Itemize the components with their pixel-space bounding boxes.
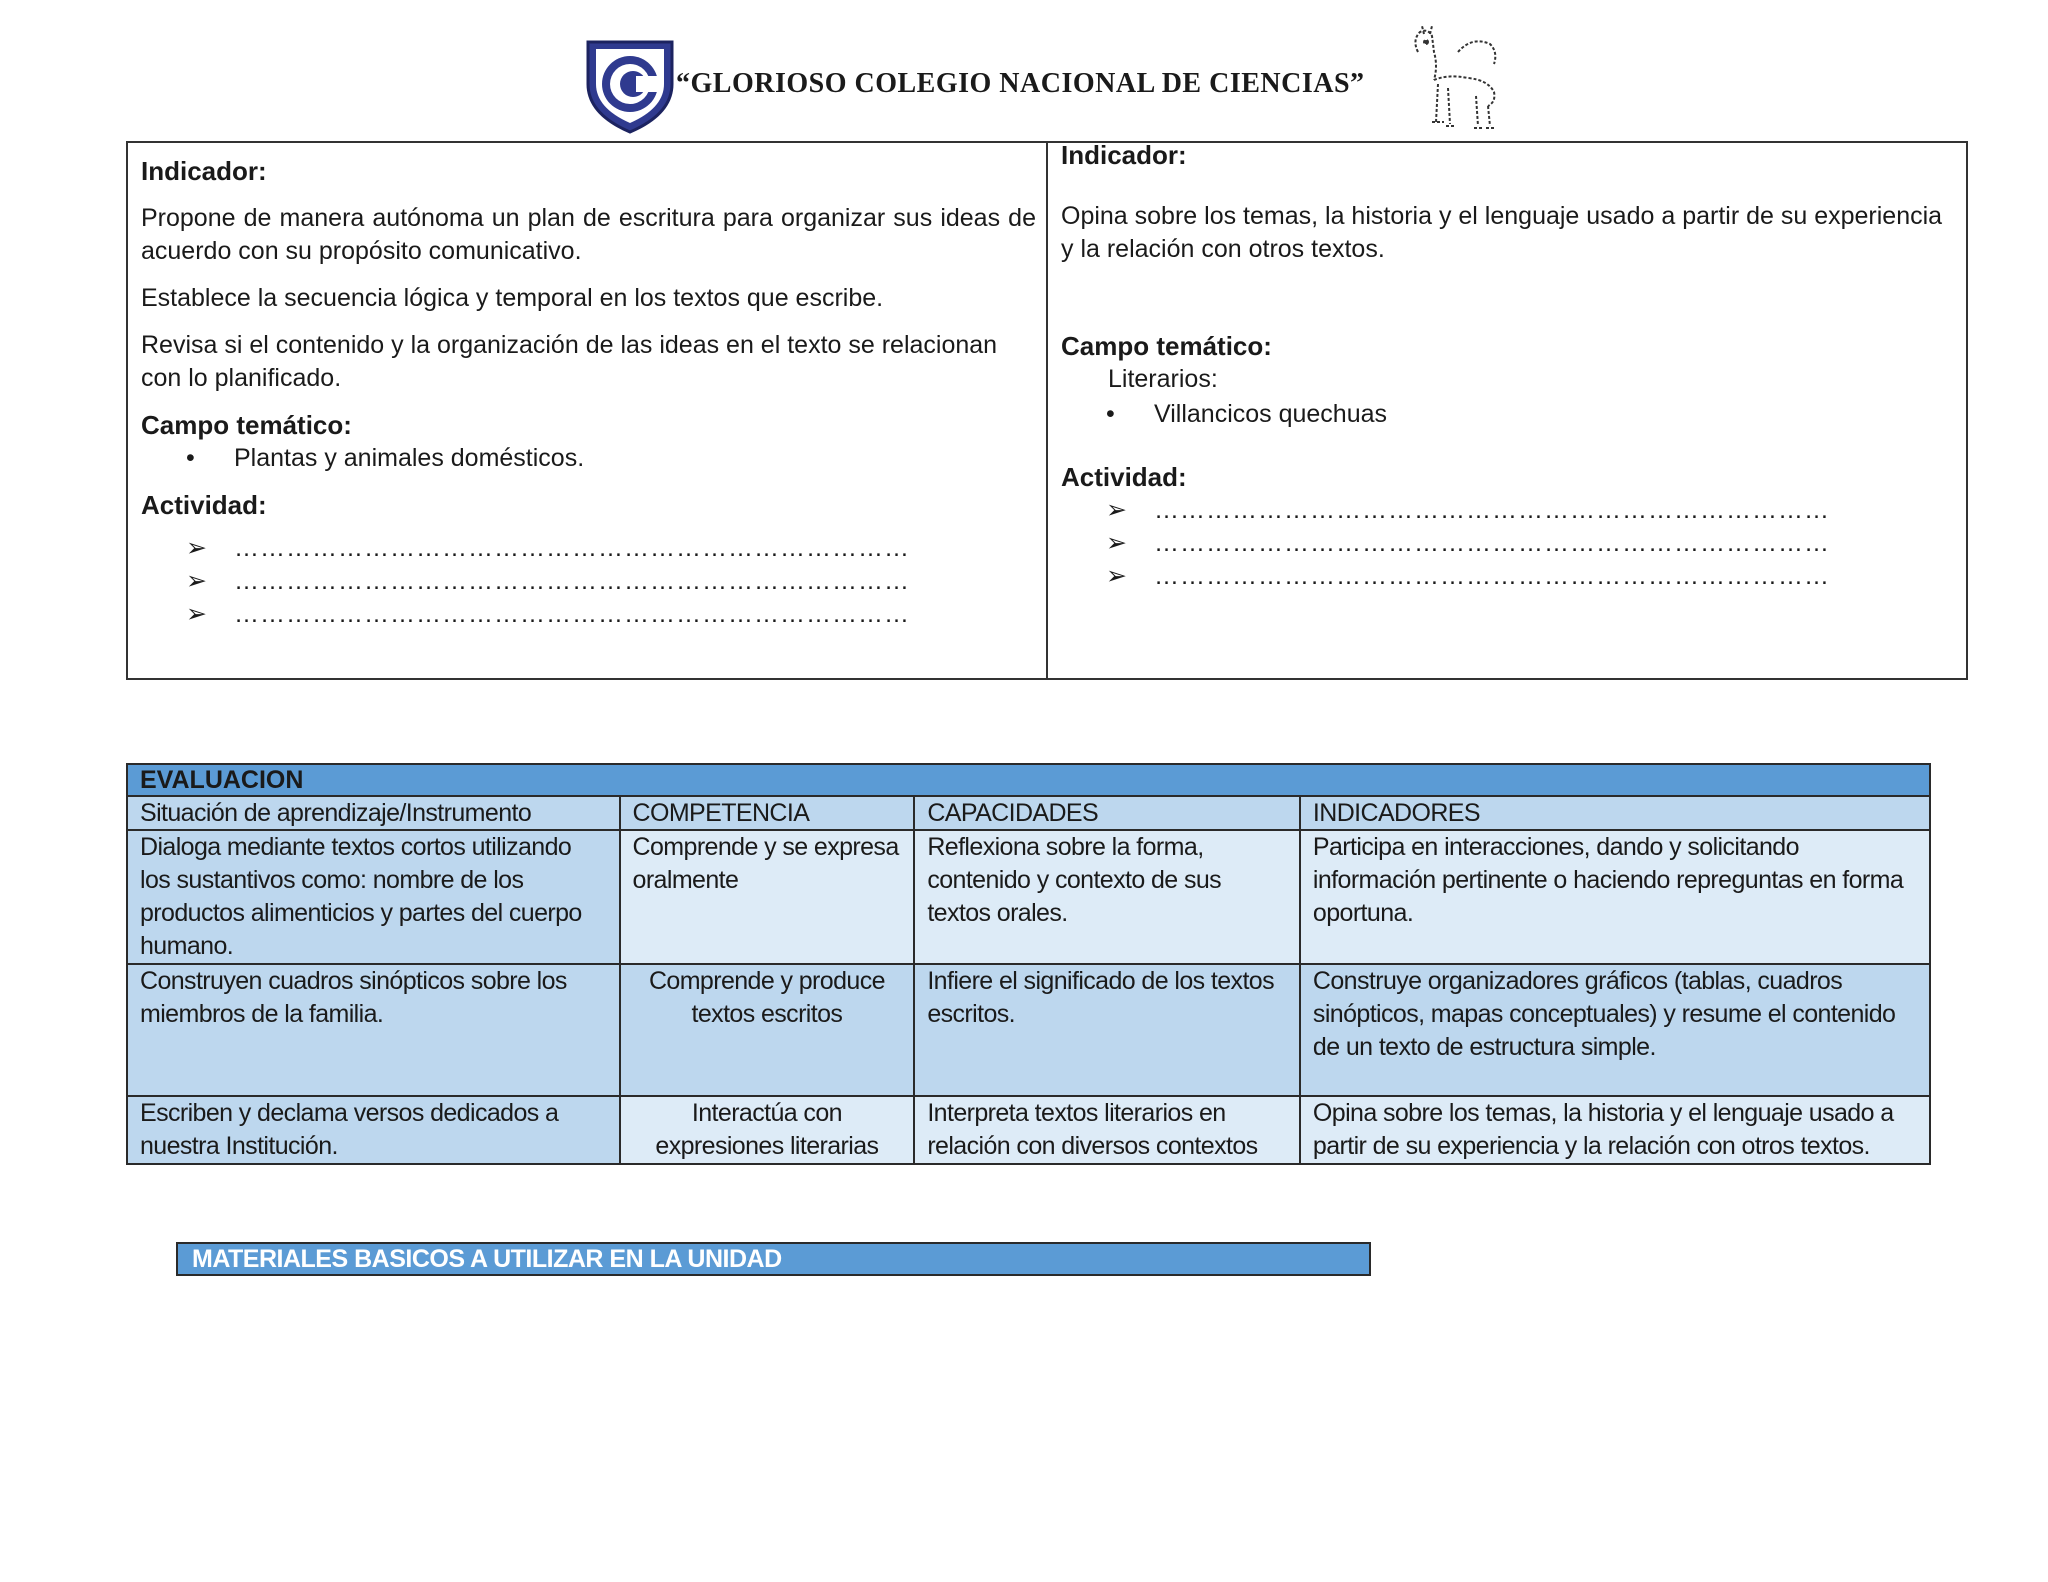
table-cell: Infiere el significado de los textos escritos. <box>914 964 1300 1096</box>
actividad-item <box>1106 560 1956 593</box>
indicador-text: Propone de manera autónoma un plan de escritura para organizar sus ideas de acuerdo con su propósito comunicativo. <box>141 204 1036 265</box>
table-cell: Opina sobre los temas, la historia y el lenguaje usado a partir de su experiencia y la relación con otros textos. <box>1300 1096 1930 1164</box>
bullet-icon: • <box>1106 400 1115 428</box>
column-header: CAPACIDADES <box>914 796 1300 830</box>
arrow-bullet-icon: ➢ <box>1106 529 1127 557</box>
table-cell: Escriben y declama versos dedicados a nuestra Institución. <box>127 1096 620 1164</box>
campo-item <box>186 442 1036 475</box>
campo-item-label: Plantas y animales domésticos. <box>234 444 585 472</box>
actividad-blank: …………………………………………………………………… <box>1154 562 1830 590</box>
actividad-item <box>1106 527 1956 560</box>
actividad-item <box>1106 494 1956 527</box>
table-row <box>127 1096 1930 1164</box>
column-header: INDICADORES <box>1300 796 1930 830</box>
actividad-blank: …………………………………………………………………… <box>234 534 910 562</box>
campo-item-label: Villancicos quechuas <box>1154 400 1388 428</box>
actividad-item <box>186 565 1036 598</box>
evaluacion-title: EVALUACION <box>127 764 1930 796</box>
table-cell: Participa en interacciones, dando y solicitando información pertinente o haciendo repreguntas en forma oportuna. <box>1300 830 1930 964</box>
table-cell: Construyen cuadros sinópticos sobre los miembros de la familia. <box>127 964 620 1096</box>
indicador-text: Revisa si el contenido y la organización de las ideas en el texto se relacionan con lo planificado. <box>141 331 998 392</box>
table-cell: Comprende y se expresa oralmente <box>620 830 915 964</box>
table-cell: Reflexiona sobre la forma, contenido y contexto de sus textos orales. <box>914 830 1300 964</box>
materiales-heading: MATERIALES BASICOS A UTILIZAR EN LA UNIDAD <box>176 1242 1371 1276</box>
indicador-text: Establece la secuencia lógica y temporal en los textos que escribe. <box>141 284 884 312</box>
indicador-text: Opina sobre los temas, la historia y el lenguaje usado a partir de su experiencia y la relación con otros textos. <box>1061 202 1943 263</box>
column-divider <box>1046 143 1048 678</box>
indicator-box <box>126 141 1968 680</box>
table-header-row <box>127 796 1930 830</box>
indicador-heading: Indicador: <box>1061 140 1187 170</box>
table-row <box>127 830 1930 964</box>
column-header: COMPETENCIA <box>620 796 915 830</box>
actividad-heading: Actividad: <box>141 490 267 520</box>
campo-heading: Campo temático: <box>141 410 352 440</box>
llama-mascot-icon <box>1398 22 1506 132</box>
evaluacion-table <box>126 763 1931 1165</box>
actividad-blank: …………………………………………………………………… <box>234 600 910 628</box>
table-cell: Dialoga mediante textos cortos utilizando los sustantivos como: nombre de los productos alimenticios y partes del cuerpo humano. <box>127 830 620 964</box>
arrow-bullet-icon: ➢ <box>186 600 207 628</box>
arrow-bullet-icon: ➢ <box>1106 496 1127 524</box>
campo-subheading: Literarios: <box>1108 365 1218 393</box>
bullet-icon: • <box>186 444 195 472</box>
arrow-bullet-icon: ➢ <box>186 534 207 562</box>
indicador-heading: Indicador: <box>141 156 267 186</box>
actividad-item <box>186 532 1036 565</box>
actividad-item <box>186 598 1036 631</box>
actividad-blank: …………………………………………………………………… <box>1154 496 1830 524</box>
arrow-bullet-icon: ➢ <box>1106 562 1127 590</box>
table-title-row <box>127 764 1930 796</box>
campo-heading: Campo temático: <box>1061 331 1272 361</box>
left-column <box>141 155 1036 631</box>
actividad-blank: …………………………………………………………………… <box>234 567 910 595</box>
school-logo-icon <box>580 34 680 134</box>
school-title: “GLORIOSO COLEGIO NACIONAL DE CIENCIAS” <box>676 68 1365 99</box>
table-cell: Interactúa con expresiones literarias <box>620 1096 915 1164</box>
actividad-heading: Actividad: <box>1061 462 1187 492</box>
table-cell: Comprende y produce textos escritos <box>620 964 915 1096</box>
actividad-blank: …………………………………………………………………… <box>1154 529 1830 557</box>
campo-item <box>1106 398 1956 431</box>
table-cell: Construye organizadores gráficos (tablas, cuadros sinópticos, mapas conceptuales) y resume el contenido de un texto de estructura simple. <box>1300 964 1930 1096</box>
page-header <box>0 0 2048 140</box>
right-column <box>1061 139 1956 593</box>
arrow-bullet-icon: ➢ <box>186 567 207 595</box>
column-header: Situación de aprendizaje/Instrumento <box>127 796 620 830</box>
table-cell: Interpreta textos literarios en relación con diversos contextos <box>914 1096 1300 1164</box>
table-row <box>127 964 1930 1096</box>
